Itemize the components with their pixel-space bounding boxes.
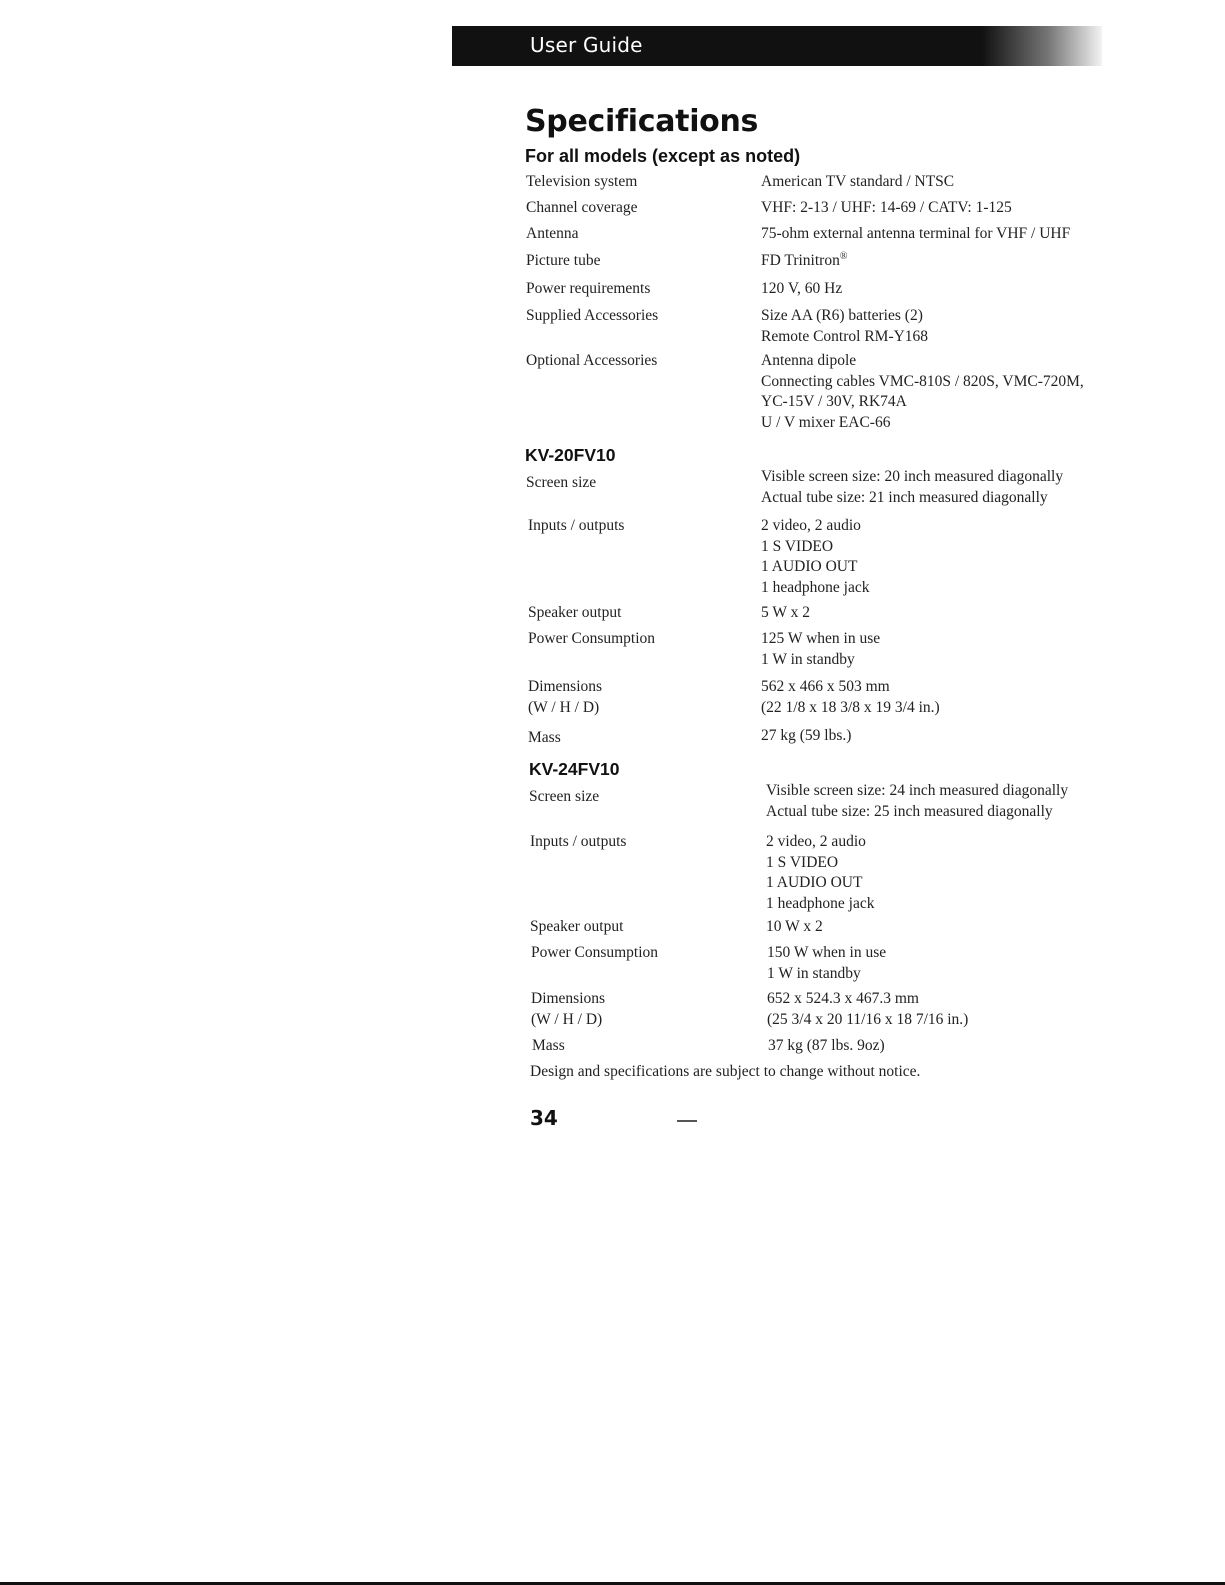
spec-label: Inputs / outputs (530, 833, 627, 850)
spec-value: 2 video, 2 audio 1 S VIDEO 1 AUDIO OUT 1 headphone jack (761, 517, 870, 596)
spec-label: Power Consumption (528, 630, 656, 647)
page-dash-decoration (677, 1120, 697, 1122)
spec-label: Dimensions (W / H / D) (528, 678, 603, 716)
spec-value: Visible screen size: 20 inch measured diagonally Actual tube size: 21 inch measured diagonally (761, 468, 1064, 506)
registered-mark: ® (839, 250, 848, 262)
spec-label: Inputs / outputs (528, 517, 625, 534)
page-title: Specifications (525, 104, 759, 139)
spec-value: Antenna dipole Connecting cables VMC-810S / 820S, VMC-720M, YC-15V / 30V, RK74A U / V mixer EAC-66 (761, 352, 1084, 431)
spec-label: Channel coverage (526, 199, 638, 216)
spec-value: 150 W when in use 1 W in standby (767, 944, 887, 982)
spec-value: American TV standard / NTSC (761, 173, 955, 190)
page-number: 34 (530, 1106, 558, 1130)
spec-label: Television system (526, 173, 638, 190)
spec-value: 2 video, 2 audio 1 S VIDEO 1 AUDIO OUT 1 headphone jack (766, 833, 875, 912)
spec-label: Power Consumption (531, 944, 659, 961)
spec-label: Antenna (526, 225, 579, 242)
spec-label: Supplied Accessories (526, 307, 659, 324)
spec-label: Screen size (526, 474, 597, 491)
spec-value: 120 V, 60 Hz (761, 280, 843, 297)
header-title: User Guide (530, 33, 643, 57)
spec-value: VHF: 2-13 / UHF: 14-69 / CATV: 1-125 (761, 199, 1012, 216)
spec-value: 27 kg (59 lbs.) (761, 727, 852, 744)
spec-label: Speaker output (528, 604, 622, 621)
spec-value: 652 x 524.3 x 467.3 mm (25 3/4 x 20 11/16 x 18 7/16 in.) (767, 990, 969, 1028)
header-fade-decoration (982, 26, 1102, 66)
section-heading-kv-24fv10: KV-24FV10 (529, 759, 620, 779)
spec-value: FD Trinitron® (761, 250, 848, 269)
spec-value: Size AA (R6) batteries (2) Remote Control RM-Y168 (761, 307, 929, 345)
spec-value: 37 kg (87 lbs. 9oz) (768, 1037, 885, 1054)
section-heading-common: For all models (except as noted) (525, 146, 801, 166)
spec-label: Picture tube (526, 252, 601, 269)
header-bar (452, 26, 1102, 66)
spec-label: Mass (528, 729, 561, 746)
spec-label: Mass (532, 1037, 565, 1054)
spec-value: Visible screen size: 24 inch measured diagonally Actual tube size: 25 inch measured diagonally (766, 782, 1069, 820)
spec-label: Speaker output (530, 918, 624, 935)
spec-value: 5 W x 2 (761, 604, 810, 621)
spec-value: 125 W when in use 1 W in standby (761, 630, 881, 668)
section-heading-kv-20fv10: KV-20FV10 (525, 445, 616, 465)
spec-value: 562 x 466 x 503 mm (22 1/8 x 18 3/8 x 19 3/4 in.) (761, 678, 940, 716)
spec-label: Screen size (529, 788, 600, 805)
spec-value: 10 W x 2 (766, 918, 823, 935)
spec-label: Power requirements (526, 280, 651, 297)
footnote: Design and specifications are subject to change without notice. (530, 1063, 921, 1080)
spec-label: Dimensions (W / H / D) (531, 990, 606, 1028)
spec-label: Optional Accessories (526, 352, 658, 369)
spec-value: 75-ohm external antenna terminal for VHF / UHF (761, 225, 1071, 242)
